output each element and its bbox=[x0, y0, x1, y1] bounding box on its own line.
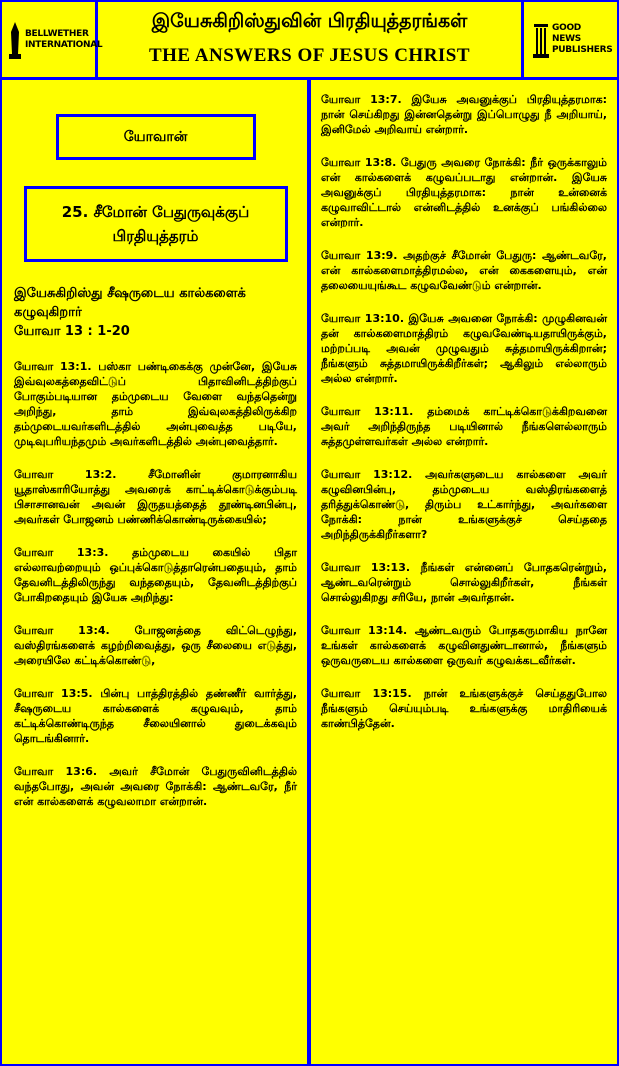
title-english: THE ANSWERS OF JESUS CHRIST bbox=[148, 45, 471, 66]
book-title: யோவான் bbox=[56, 114, 256, 160]
verse: யோவா 13:11. தம்மைக் காட்டிக்கொடுக்கிறவனை அவர் அறிந்திருந்த படியினால் நீங்களெல்லாரும் சுத்தமுள்ளவர்கள் அல்ல என்றார். bbox=[321, 405, 607, 448]
verse: யோவா 13:13. நீங்கள் என்னைப் போதகரென்றும், ஆண்டவரென்றும் சொல்லுகிறீர்கள், நீங்கள் சொல்லுகிறது சரியே, நான் அவர்தான். bbox=[321, 561, 607, 604]
intro-heading: இயேசுகிறிஸ்து சீஷருடைய கால்களைக் கழுவுகிறார் bbox=[14, 286, 246, 320]
good-news-logo-text: GOOD NEWS PUBLISHERS bbox=[552, 23, 613, 55]
left-column bbox=[2, 80, 307, 809]
right-column bbox=[311, 80, 617, 731]
bellwether-logo-text: BELLWETHER INTERNATIONAL bbox=[25, 28, 103, 50]
pillar-icon bbox=[533, 20, 549, 60]
verse: யோவா 13:2. சீமோனின் குமாரனாகிய யூதாஸ்காரியோத்து அவரைக் காட்டிக்கொடுக்கும்படி பிசாசானவன் அவன் இருதயத்தைத் தூண்டினபின்பு, அவர்கள் போஜனம் பண்ணிக்கொண்டிருக்கையில்; bbox=[14, 468, 297, 526]
verse: யோவா 13:10. இயேசு அவனை நோக்கி: முழுகினவன் தன் கால்களைமாத்திரம் கழுவவேண்டியதாயிருக்கும், மற்றப்படி அவன் முழுவதும் சுத்தமாயிருக்கிறான்; நீங்களும் சுத்தமாயிருக்கிறீர்கள்; ஆகிலும் எல்லாரும் அல்ல என்றார். bbox=[321, 312, 607, 385]
monument-icon bbox=[8, 20, 22, 60]
good-news-logo bbox=[521, 2, 617, 77]
chapter-title: 25. சீமோன் பேதுருவுக்குப் பிரதியுத்தரம் bbox=[24, 186, 288, 262]
verse: யோவா 13:5. பின்பு பாத்திரத்தில் தண்ணீர் வார்த்து, சீஷருடைய கால்களைக் கழுவவும், தாம் கட்டிக்கொண்டிருந்த சீலையினால் துடைக்கவும் தொடங்கினார். bbox=[14, 687, 297, 745]
verse: யோவா 13:7. இயேசு அவனுக்குப் பிரதியுத்தரமாக: நான் செய்கிறது இன்னதென்று இப்பொழுது நீ அறியாய், இனிமேல் அறிவாய் என்றார். bbox=[321, 93, 607, 136]
verse: யோவா 13:4. போஜனத்தை விட்டெழுந்து, வஸ்திரங்களைக் கழற்றிவைத்து, ஒரு சீலையை எடுத்து, அரையிலே கட்டிக்கொண்டு, bbox=[14, 624, 297, 667]
verse: யோவா 13:6. அவர் சீமோன் பேதுருவினிடத்தில் வந்தபோது, அவன் அவரை நோக்கி: ஆண்டவரே, நீர் என் கால்களைக் கழுவலாமா என்றான். bbox=[14, 765, 297, 808]
verse: யோவா 13:14. ஆண்டவரும் போதகருமாகிய நானே உங்கள் கால்களைக் கழுவினதுண்டானால், நீங்களும் ஒருவருடைய கால்களை ஒருவர் கழுவக்கடவீர்கள். bbox=[321, 624, 607, 667]
verse: யோவா 13:1. பஸ்கா பண்டிகைக்கு முன்னே, இயேசு இவ்வுலகத்தைவிட்டுப் பிதாவினிடத்திற்குப் போகும்படியான தம்முடைய வேளை வந்ததென்று அறிந்து, தாம் இவ்வுலகத்திலிருக்கிற தம்முடையவர்களிடத்தில் அன்புவைத்த படியே, முடிவுபரியந்தமும் அவர்களிடத்தில் அன்புவைத்தார். bbox=[14, 360, 297, 448]
verse: யோவா 13:15. நான் உங்களுக்குச் செய்ததுபோல நீங்களும் செய்யும்படி உங்களுக்கு மாதிரியைக் காண்பித்தேன். bbox=[321, 687, 607, 730]
verse: யோவா 13:8. பேதுரு அவரை நோக்கி: நீர் ஒருக்காலும் என் கால்களைக் கழுவப்படாது என்றான். இயேசு அவனுக்குப் பிரதியுத்தரமாக: நான் உன்னைக் கழுவாவிட்டால் என்னிடத்தில் உனக்குப் பங்கில்லை என்றார். bbox=[321, 156, 607, 229]
verse: யோவா 13:9. அதற்குச் சீமோன் பேதுரு: ஆண்டவரே, என் கால்களைமாத்திரமல்ல, என் கைகளையும், என் தலையையுங்கூட கழுவவேண்டும் என்றான். bbox=[321, 249, 607, 292]
bellwether-logo bbox=[2, 2, 103, 77]
intro-reference: யோவா 13 : 1-20 bbox=[14, 324, 130, 339]
intro bbox=[14, 284, 297, 341]
verse: யோவா 13:12. அவர்களுடைய கால்களை அவர் கழுவினபின்பு, தம்முடைய வஸ்திரங்களைத் தரித்துக்கொண்டு, திரும்ப உட்கார்ந்து, அவர்களை நோக்கி: நான் உங்களுக்குச் செய்ததை அறிந்திருக்கிறீர்களா? bbox=[321, 468, 607, 541]
title-area bbox=[98, 2, 521, 77]
verse: யோவா 13:3. தம்முடைய கையில் பிதா எல்லாவற்றையும் ஒப்புக்கொடுத்தாரென்பதையும், தாம் தேவனிடத்திலிருந்து வந்ததையும், தேவனிடத்திற்குப் போகிறதையும் இயேசு அறிந்து: bbox=[14, 546, 297, 604]
header bbox=[2, 2, 617, 80]
title-tamil: இயேசுகிறிஸ்துவின் பிரதியுத்தரங்கள் bbox=[151, 10, 468, 32]
